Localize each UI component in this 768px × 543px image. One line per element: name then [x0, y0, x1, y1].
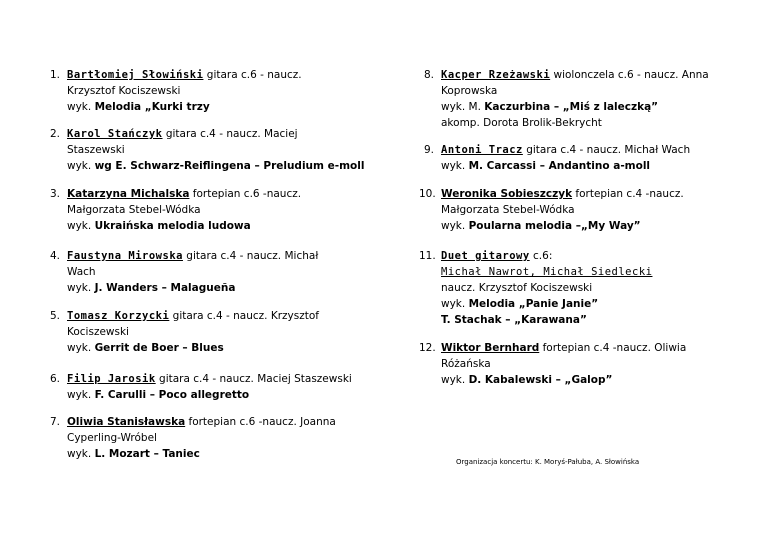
- piece-title: Gerrit de Boer – Blues: [94, 342, 224, 354]
- performer-name: Wiktor Bernhard: [441, 342, 540, 354]
- item-number: 1.: [50, 69, 61, 81]
- wyk-label: wyk.: [67, 389, 95, 401]
- wyk-label: wyk.: [441, 374, 469, 386]
- item-number: 9.: [424, 144, 435, 156]
- piece-title: L. Mozart – Taniec: [94, 448, 200, 460]
- performer-name: Faustyna Mirowska: [67, 250, 183, 262]
- teacher-line: Krzysztof Kociszewski: [67, 85, 181, 97]
- performer-name: Tomasz Korzycki: [67, 310, 170, 322]
- teacher-line: Różańska: [441, 358, 491, 370]
- wyk-label: wyk.: [441, 220, 469, 232]
- piece-title: F. Carulli – Poco allegretto: [94, 389, 250, 401]
- performer-name: Katarzyna Michalska: [67, 188, 190, 200]
- item-detail: gitara c.4 - naucz. Michał: [182, 250, 319, 262]
- organizers-footer: Organizacja koncertu: K. Moryś-Pałuba, A. Słowińska: [456, 458, 640, 466]
- piece-title: Kaczurbina – „Miś z laleczką”: [484, 101, 659, 113]
- item-detail: gitara c.4 - naucz. Michał Wach: [522, 144, 691, 156]
- piece-title: Ukraińska melodia ludowa: [94, 220, 251, 232]
- item-number: 3.: [50, 188, 61, 200]
- performer-name: Kacper Rzeżawski: [441, 69, 551, 81]
- item-detail: gitara c.4 - naucz. Krzysztof: [169, 310, 319, 322]
- teacher-line: Kociszewski: [67, 326, 129, 338]
- piece-title: Melodia „Kurki trzy: [94, 101, 210, 113]
- item-detail: fortepian c.6 -naucz.: [189, 188, 302, 200]
- item-number: 11.: [419, 250, 436, 262]
- piece-title-2: T. Stachak – „Karawana”: [441, 314, 587, 326]
- teacher-line: Cyperling-Wróbel: [67, 432, 157, 444]
- teacher-line: Koprowska: [441, 85, 498, 97]
- wyk-label: wyk.: [441, 298, 469, 310]
- duet-members: Michał Nawrot, Michał Siedlecki: [441, 266, 653, 278]
- item-number: 10.: [419, 188, 436, 200]
- item-number: 5.: [50, 310, 61, 322]
- item-detail: wiolonczela c.6 - naucz. Anna: [550, 69, 709, 81]
- performer-name: Filip Jarosik: [67, 373, 156, 385]
- item-detail: gitara c.6 - naucz.: [203, 69, 302, 81]
- wyk-label: wyk. M.: [441, 101, 485, 113]
- performer-name: Antoni Tracz: [441, 144, 523, 156]
- teacher-line: Wach: [67, 266, 96, 278]
- piece-title: M. Carcassi – Andantino a-moll: [468, 160, 651, 172]
- item-number: 7.: [50, 416, 61, 428]
- item-number: 8.: [424, 69, 435, 81]
- wyk-label: wyk.: [67, 101, 95, 113]
- teacher-line: Małgorzata Stebel-Wódka: [441, 204, 575, 216]
- teacher-line: naucz. Krzysztof Kociszewski: [441, 282, 593, 294]
- accompanist-line: akomp. Dorota Brolik-Bekrycht: [441, 117, 602, 129]
- piece-title: Poularna melodia –„My Way”: [468, 220, 641, 232]
- teacher-line: Staszewski: [67, 144, 125, 156]
- performer-name: Duet gitarowy: [441, 250, 530, 262]
- piece-title: Melodia „Panie Janie”: [468, 298, 599, 310]
- item-number: 4.: [50, 250, 61, 262]
- item-detail: gitara c.4 - naucz. Maciej Staszewski: [155, 373, 352, 385]
- performer-name: Weronika Sobieszczyk: [441, 188, 573, 200]
- performer-name: Bartłomiej Słowiński: [67, 69, 204, 81]
- piece-title: wg E. Schwarz-Reiflingena – Preludium e-moll: [94, 160, 365, 172]
- performer-name: Karol Stańczyk: [67, 128, 163, 140]
- item-detail: gitara c.4 - naucz. Maciej: [162, 128, 298, 140]
- wyk-label: wyk.: [67, 282, 95, 294]
- wyk-label: wyk.: [67, 160, 95, 172]
- wyk-label: wyk.: [441, 160, 469, 172]
- teacher-line: Małgorzata Stebel-Wódka: [67, 204, 201, 216]
- item-detail: fortepian c.6 -naucz. Joanna: [185, 416, 336, 428]
- item-number: 6.: [50, 373, 61, 385]
- piece-title: J. Wanders – Malagueña: [94, 282, 236, 294]
- wyk-label: wyk.: [67, 220, 95, 232]
- wyk-label: wyk.: [67, 448, 95, 460]
- item-detail: fortepian c.4 -naucz. Oliwia: [539, 342, 687, 354]
- piece-title: D. Kabalewski – „Galop”: [468, 374, 613, 386]
- performer-name: Oliwia Stanisławska: [67, 416, 186, 428]
- wyk-label: wyk.: [67, 342, 95, 354]
- item-detail: fortepian c.4 -naucz.: [572, 188, 684, 200]
- item-number: 12.: [419, 342, 436, 354]
- item-detail: c.6:: [529, 250, 553, 262]
- item-number: 2.: [50, 128, 61, 140]
